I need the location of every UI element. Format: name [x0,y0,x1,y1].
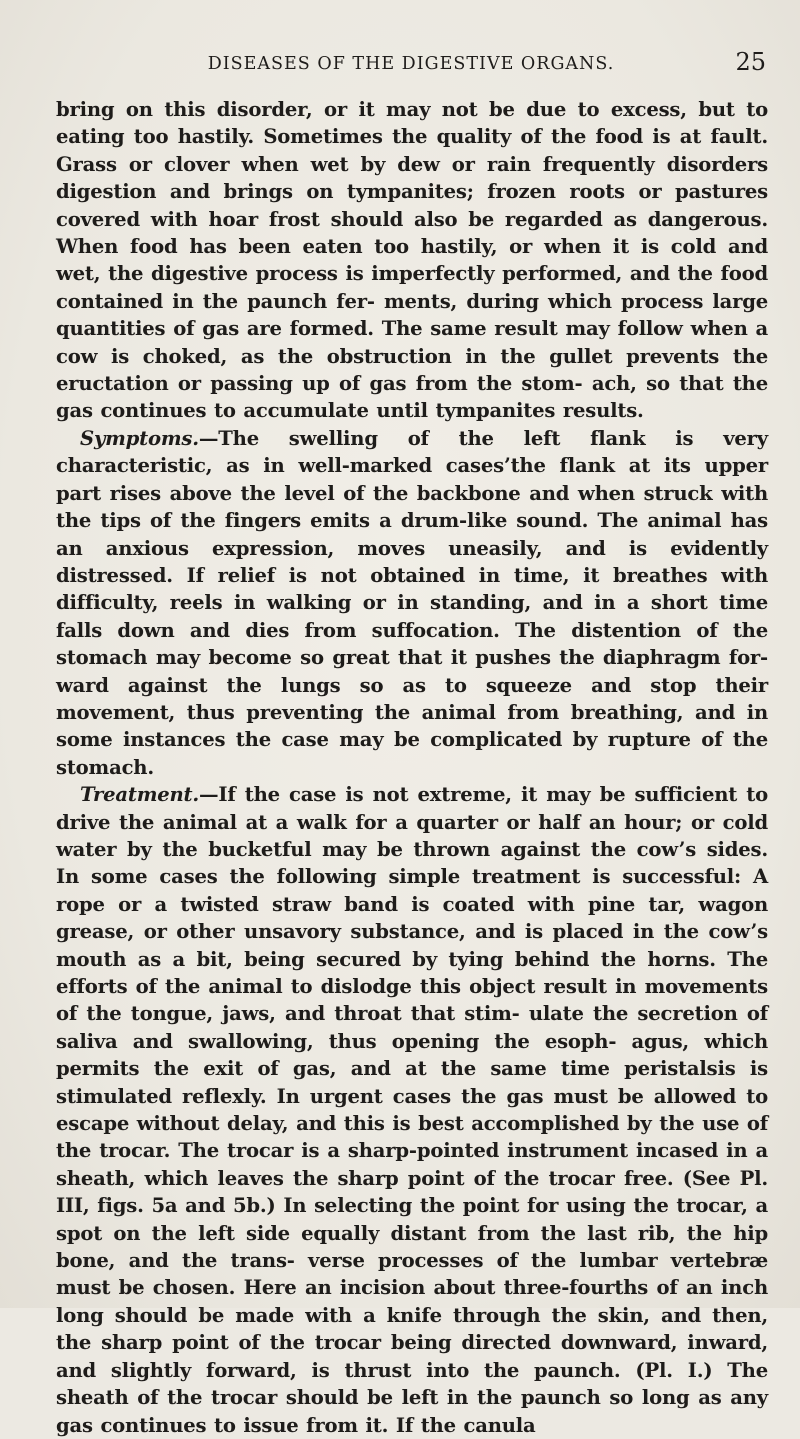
section-lead-treatment: Treatment. [80,783,200,807]
paragraph-treatment [56,781,768,1439]
paragraph-symptoms [56,425,768,781]
body-text [56,96,768,1439]
paragraph-text: —The swelling of the left flank is very characteristic, as in well-marked cases’the flank at its upper part rises above the level of the backbone and when struck with the tips of the fingers emits a drum-like sound. The animal has an anxious expression, moves uneasily, and is evidently distressed. If relief is not obtained in time, it breathes with difficulty, reels in walking or in standing, and in a short time falls down and dies from suffocation. The distention of the stomach may become so great that it pushes the diaphragm for- ward against the lungs so as to squeeze and stop their movement, thus preventing the animal from breathing, and in some instances the case may be complicated by rupture of the stomach. [56,426,768,779]
paragraph-text: —If the case is not extreme, it may be sufficient to drive the animal at a walk for a quarter or half an hour; or cold water by the bucketful may be thrown against the cow’s sides. In some cases the following simple treatment is successful: A rope or a twisted straw band is coated with pine tar, wagon grease, or other unsavory substance, and is placed in the cow’s mouth as a bit, being secured by tying behind the horns. The efforts of the animal to dislodge this object result in movements of the tongue, jaws, and throat that stim- ulate the secretion of saliva and swallowing, thus opening the esoph- agus, which permits the exit of gas, and at the same time peristalsis is stimulated reflexly. In urgent cases the gas must be allowed to escape without delay, and this is best accomplished by the use of the trocar. The trocar is a sharp-pointed instrument incased in a sheath, which leaves the sharp point of the trocar free. (See Pl. III, figs. 5a and 5b.) In selecting the point for using the trocar, a spot on the left side equally distant from the last rib, the hip bone, and the trans- verse processes of the lumbar vertebræ must be chosen. Here an incision about three-fourths of an inch long should be made with a knife through the skin, and then, the sharp point of the trocar being directed downward, inward, and slightly forward, is thrust into the paunch. (Pl. I.) The sheath of the trocar should be left in the paunch so long as any gas continues to issue from it. If the canula [56,783,768,1437]
paragraph-text: bring on this disorder, or it may not be due to excess, but to eating too hastily. Sometimes the quality of the food is at fault. Grass or clover when wet by dew or rain frequently disorders digestion and brings on tympanites; frozen roots or pastures covered with hoar frost should also be regarded as dangerous. When food has been eaten too hastily, or when it is cold and wet, the digestive process is imperfectly performed, and the food contained in the paunch fer- ments, during which process large quantities of gas are formed. The same result may follow when a cow is choked, as the obstruction in the gullet prevents the eructation or passing up of gas from the stom- ach, so that the gas continues to accumulate until tympanites results. [56,98,768,423]
paragraph-continuation [56,96,768,425]
page-number: 25 [735,48,766,76]
section-lead-symptoms: Symptoms. [80,426,199,450]
running-title: DISEASES OF THE DIGESTIVE ORGANS. [207,54,615,74]
page-header [56,48,766,82]
